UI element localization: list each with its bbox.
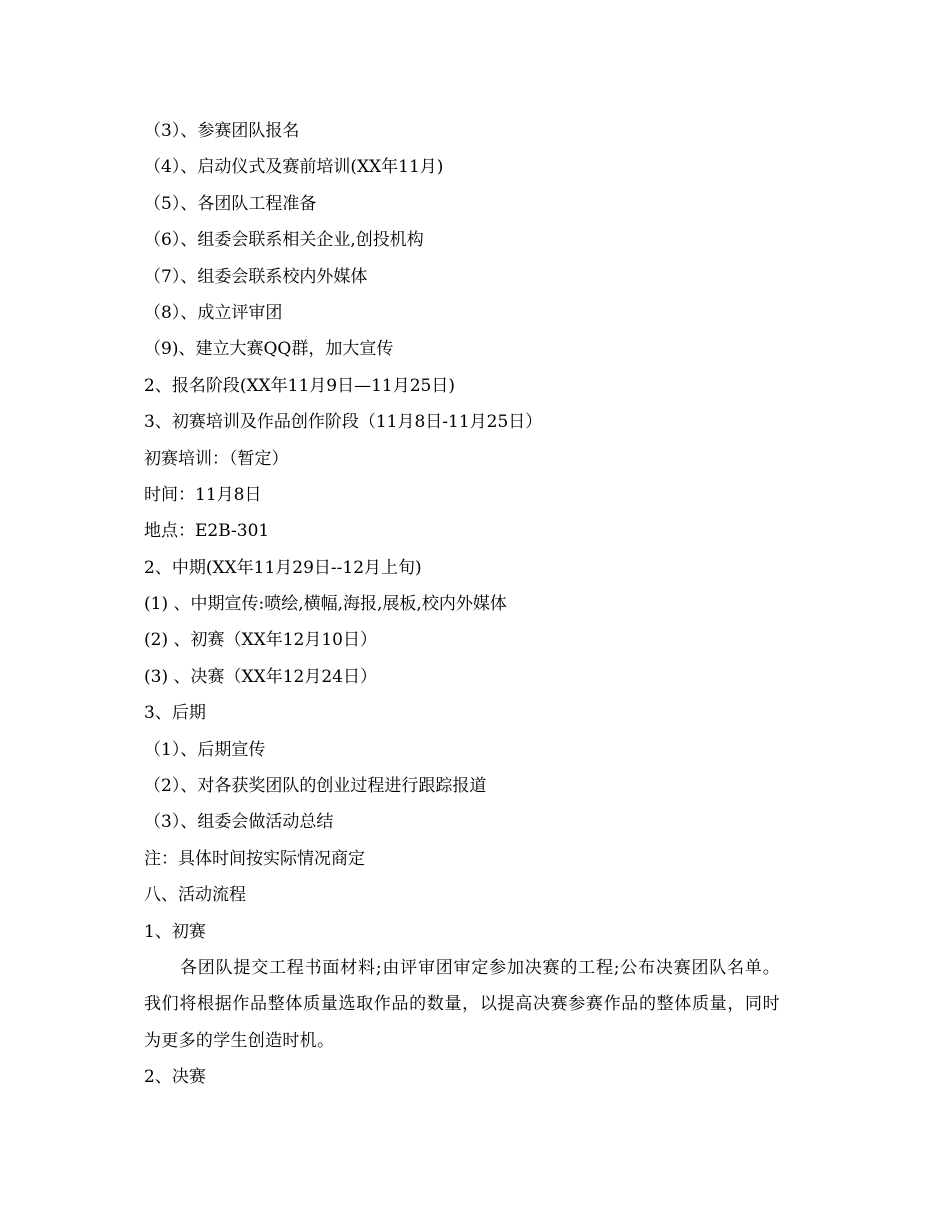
text-line: (1) 、中期宣传:喷绘,横幅,海报,展板,校内外媒体 [144,594,507,615]
text-line: (3) 、决赛（XX年12月24日） [144,666,377,687]
text-line: （6）、组委会联系相关企业,创投机构 [144,230,424,251]
text-line: （9)、建立大赛QQ群，加大宣传 [144,339,394,360]
text-line: （3）、组委会做活动总结 [144,812,334,833]
text-line: （5）、各团队工程准备 [144,193,317,214]
text-line: （3）、参赛团队报名 [144,121,300,141]
text-line: （1）、后期宣传 [144,739,266,760]
section-heading: 2、报名阶段(XX年11月9日—11月25日) [144,375,455,396]
section-heading: 3、初赛培训及作品创作阶段（11月8日-11月25日） [144,412,543,433]
text-line: 初赛培训：（暂定） [144,448,289,469]
section-heading: 3、后期 [144,703,206,724]
text-line: (2) 、初赛（XX年12月10日） [144,630,377,651]
text-line: 时间：11月8日 [144,484,262,505]
section-heading: 2、中期(XX年11月29日--12月上旬) [144,557,422,578]
document-body [144,113,804,1096]
note-line: 注：具体时间按实际情况商定 [144,848,365,869]
text-line: （4）、启动仪式及赛前培训(XX年11月) [144,157,444,178]
chapter-heading: 八、活动流程 [144,885,246,906]
section-heading: 1、初赛 [144,921,206,942]
text-line: （2）、对各获奖团队的创业过程进行跟踪报道 [144,776,487,797]
section-heading: 2、决赛 [144,1067,206,1088]
text-line: （7）、组委会联系校内外媒体 [144,266,368,287]
text-line: 地点：E2B-301 [144,521,270,542]
body-paragraph: 各团队提交工程书面材料;由评审团审定参加决赛的工程;公布决赛团队名单。我们将根据作品整体质量选取作品的数量，以提高决赛参赛作品的整体质量，同时为更多的学生创造时机。 [144,957,780,1051]
text-line: （8）、成立评审团 [144,302,283,323]
